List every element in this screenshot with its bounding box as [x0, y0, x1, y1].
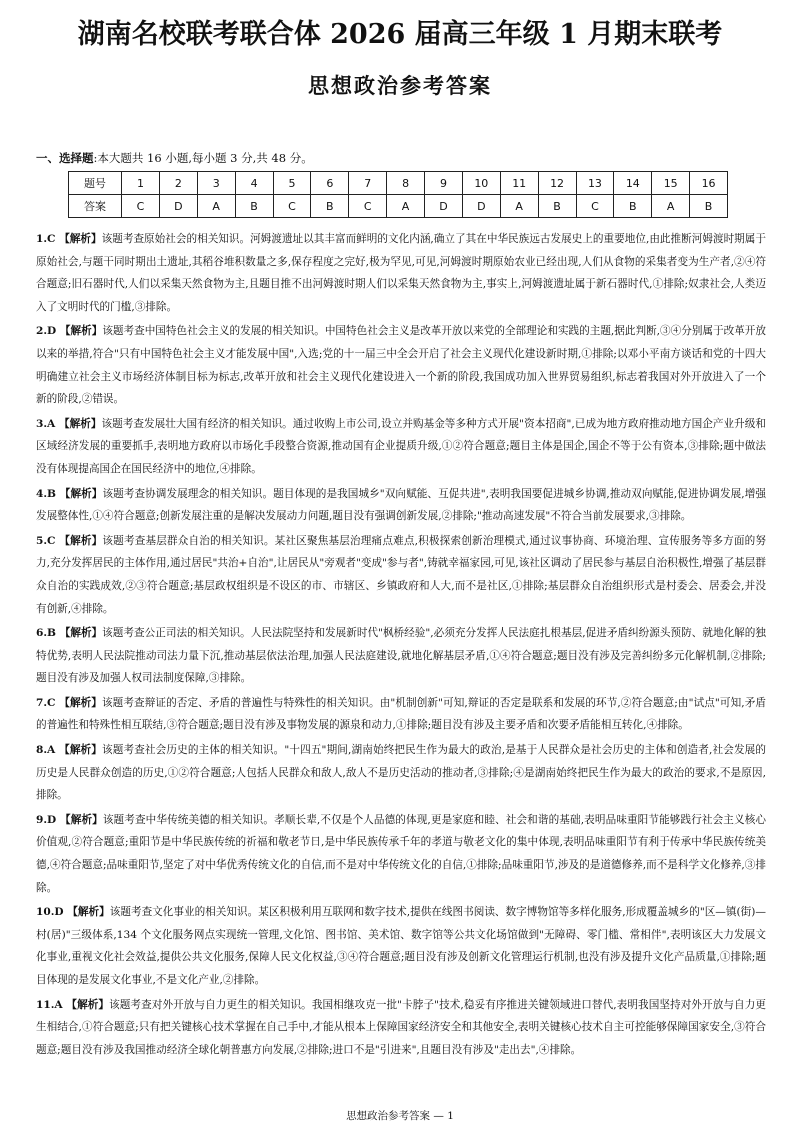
answer-cell: C	[122, 195, 160, 218]
question-number: 11	[500, 172, 538, 195]
explanation-item	[36, 994, 766, 1062]
question-number: 15	[652, 172, 690, 195]
answer-cell: B	[538, 195, 576, 218]
question-number: 10	[462, 172, 500, 195]
question-number: 2	[159, 172, 197, 195]
answer-cell: B	[235, 195, 273, 218]
item-head: 7.C 【解析】	[36, 696, 102, 709]
explanation-list	[36, 228, 766, 1063]
answer-cell: A	[197, 195, 235, 218]
explanation-item	[36, 692, 766, 737]
item-head: 1.C 【解析】	[36, 233, 102, 245]
item-text: 该题考查对外开放与自力更生的相关知识。我国相继攻克一批"卡脖子"技术,稳妥有序推进关键领域进口替代,表明我国坚持对外开放与自力更生相结合,①符合题意;只有把关键核心技术掌握在自己手中,才能从根本上保障国家经济安全和其他安全,表明关键核心技术自主可控能够保障国家安全,③符合题意;题目没有涉及我国推动经济全球化朝普惠方向发展,②排除;进口不是"引进来",且题目没有涉及"走出去",④排除。	[36, 998, 766, 1056]
explanation-item	[36, 739, 766, 807]
answer-row	[69, 195, 728, 218]
question-number: 4	[235, 172, 273, 195]
item-head: 5.C 【解析】	[36, 534, 103, 547]
question-number-row	[69, 172, 728, 195]
explanation-item	[36, 228, 766, 318]
item-text: 该题考查社会历史的主体的相关知识。"十四五"期间,湖南始终把民生作为最大的政治,是基于人民群众是社会历史的主体和创造者,社会发展的历史是人民群众创造的历史,①②符合题意;人包括人民群众和敌人,敌人不是历史活动的推动者,③排除;④是湖南始终把民生作为最大的政治的要求,不是原因,排除。	[36, 744, 767, 802]
item-head: 8.A 【解析】	[36, 744, 103, 757]
item-head: 4.B 【解析】	[36, 487, 103, 500]
item-text: 该题考查基层群众自治的相关知识。某社区聚焦基层治理痛点难点,积极探索创新治理模式,通过议事协商、环境治理、宣传服务等多方面的努力,充分发挥居民的主体作用,通过居民"共治+自治",让居民从"旁观者"变成"参与者",铸就幸福家园,可见,该社区调动了居民参与基层自治积极性,增强了基层群众自治的实践成效,②③符合题意;基层政权组织是不设区的市、市辖区、乡镇政府和人大,而不是社区,①排除;基层群众自治组织形式是村委会、居委会,并没有创新,④排除。	[36, 534, 766, 615]
item-head: 10.D 【解析】	[36, 906, 110, 919]
answer-cell: B	[690, 195, 728, 218]
question-number: 5	[273, 172, 311, 195]
question-number: 12	[538, 172, 576, 195]
answer-cell: C	[576, 195, 614, 218]
answer-cell: A	[652, 195, 690, 218]
subject-title: 思想政治参考答案	[308, 73, 492, 98]
answer-cell: B	[614, 195, 652, 218]
question-number: 8	[387, 172, 425, 195]
item-head: 3.A 【解析】	[36, 417, 102, 430]
question-number: 7	[349, 172, 387, 195]
answer-cell: D	[462, 195, 500, 218]
item-text: 该题考查原始社会的相关知识。河姆渡遗址以其丰富而鲜明的文化内涵,确立了其在中华民族远古发展史上的重要地位,由此推断河姆渡时期属于原始社会,与题干同时期出土遗址,其稻谷堆积数量之多,保存程度之完好,极为罕见,可见,河姆渡时期原始农业已经出现,人们从食物的采集者变为生产者,②④符合题意;旧石器时代,人们以采集天然食物为主,且题目推不出河姆渡时期人们以采集天然食物为主,事实上,河姆渡遗址属于新石器时代,①排除;奴隶社会,人类迈入了文明时代的门槛,③排除。	[36, 233, 766, 313]
item-text: 该题考查公正司法的相关知识。人民法院坚持和发展新时代"枫桥经验",必须充分发挥人民法庭扎根基层,促进矛盾纠纷源头预防、就地化解的独特优势,表明人民法院推动司法力量下沉,推动基层依法治理,加强人民法庭建设,就地化解基层矛盾,①④符合题意;题目没有涉及完善纠纷多元化解机制,②排除;题目没有涉及加强人权司法制度保障,③排除。	[36, 627, 766, 685]
item-text: 该题考查中华传统美德的相关知识。孝顺长辈,不仅是个人品德的体现,更是家庭和睦、社会和谐的基础,表明品味重阳节能够践行社会主义核心价值观,②符合题意;重阳节是中华民族传统的祈福和敬老节日,是中华民族传承千年的孝道与敬老文化的集中体现,表明品味重阳节有利于传承中华民族传统美德,④符合题意;品味重阳节,坚定了对中华优秀传统文化的自信,而不是对中华传统文化的自信,①排除;品味重阳节,涉及的是道德修养,而不是科学文化修养,③排除。	[36, 813, 766, 894]
explanation-item	[36, 530, 766, 620]
explanation-item	[36, 483, 766, 528]
question-number: 13	[576, 172, 614, 195]
explanation-item	[36, 901, 766, 991]
section-heading	[36, 150, 313, 166]
answer-cell: A	[500, 195, 538, 218]
item-head: 9.D 【解析】	[36, 813, 103, 826]
answer-cell: D	[159, 195, 197, 218]
question-number: 6	[311, 172, 349, 195]
explanation-item	[36, 413, 766, 481]
exam-title: 湖南名校联考联合体 2026 届高三年级 1 月期末联考	[77, 19, 723, 50]
answer-cell: B	[311, 195, 349, 218]
item-text: 该题考查文化事业的相关知识。某区积极利用互联网和数字技术,提供在线图书阅读、数字博物馆等多样化服务,形成覆盖城乡的"区—镇(街)—村(居)"三级体系,134 个文化服务网点实现统一管理,文化馆、图书馆、美术馆、数字馆等公共文化场馆做到"无障碍、零门槛、常相伴",表明该区大力发展文化事业,重视文化社会效益,提供公共文化服务,保障人民文化权益,③④符合题意;题目没有涉及创新文化管理运行机制,也没有涉及提升文化产品质量,①排除;题目体现的是发展文化事业,不是文化产业,②排除。	[36, 906, 766, 986]
answer-cell: D	[425, 195, 463, 218]
item-text: 该题考查发展壮大国有经济的相关知识。通过收购上市公司,设立并购基金等多种方式开展"资本招商",已成为地方政府推动地方国企产业升级和区域经济发展的重要抓手,表明地方政府以市场化手段整合资源,推动国有企业提质升级,①②符合题意;题目主体是国企,国企不等于公有资本,③排除;题中做法没有体现提高国企在国民经济中的地位,④排除。	[36, 417, 767, 475]
item-head: 2.D 【解析】	[36, 325, 103, 338]
item-head: 11.A 【解析】	[36, 998, 110, 1011]
section-label: 一、选择题	[36, 151, 94, 165]
explanation-item	[36, 809, 766, 899]
section-text: :本大题共 16 小题,每小题 3 分,共 48 分。	[93, 151, 313, 165]
answer-cell: C	[349, 195, 387, 218]
answer-table	[68, 171, 728, 218]
item-text: 该题考查辩证的否定、矛盾的普遍性与特殊性的相关知识。由"机制创新"可知,辩证的否定是联系和发展的环节,②符合题意;由"试点"可知,矛盾的普遍性和特殊性相互联结,③符合题意;题目没有涉及事物发展的源泉和动力,①排除;题目没有涉及主要矛盾和次要矛盾能相互转化,④排除。	[36, 696, 766, 732]
explanation-item	[36, 622, 766, 690]
answer-cell: C	[273, 195, 311, 218]
explanation-item	[36, 320, 766, 410]
question-number: 16	[690, 172, 728, 195]
row-label-number: 题号	[69, 172, 122, 195]
item-text: 该题考查协调发展理念的相关知识。题目体现的是我国城乡"双向赋能、互促共进",表明我国要促进城乡协调,推动双向赋能,促进协调发展,增强发展整体性,①④符合题意;创新发展注重的是解决发展动力问题,题目没有强调创新发展,②排除;"推动高速发展"不符合当前发展要求,③排除。	[36, 487, 766, 523]
item-text: 该题考查中国特色社会主义的发展的相关知识。中国特色社会主义是改革开放以来党的全部理论和实践的主题,据此判断,③④分别属于改革开放以来的举措,符合"只有中国特色社会主义才能发展中国",入选;党的十一届三中全会开启了社会主义现代化建设新时期,①排除;以邓小平南方谈话和党的十四大明确建立社会主义市场经济体制目标为标志,改革开放和社会主义现代化建设进入一个新的阶段,我国成功加入世界贸易组织,标志着我国对外开放进入了一个新的阶段,②错误。	[36, 325, 767, 406]
question-number: 3	[197, 172, 235, 195]
question-number: 1	[122, 172, 160, 195]
question-number: 14	[614, 172, 652, 195]
item-head: 6.B 【解析】	[36, 627, 103, 640]
row-label-answer: 答案	[69, 195, 122, 218]
page-footer: 思想政治参考答案 — 1	[346, 1110, 454, 1122]
question-number: 9	[425, 172, 463, 195]
answer-cell: A	[387, 195, 425, 218]
